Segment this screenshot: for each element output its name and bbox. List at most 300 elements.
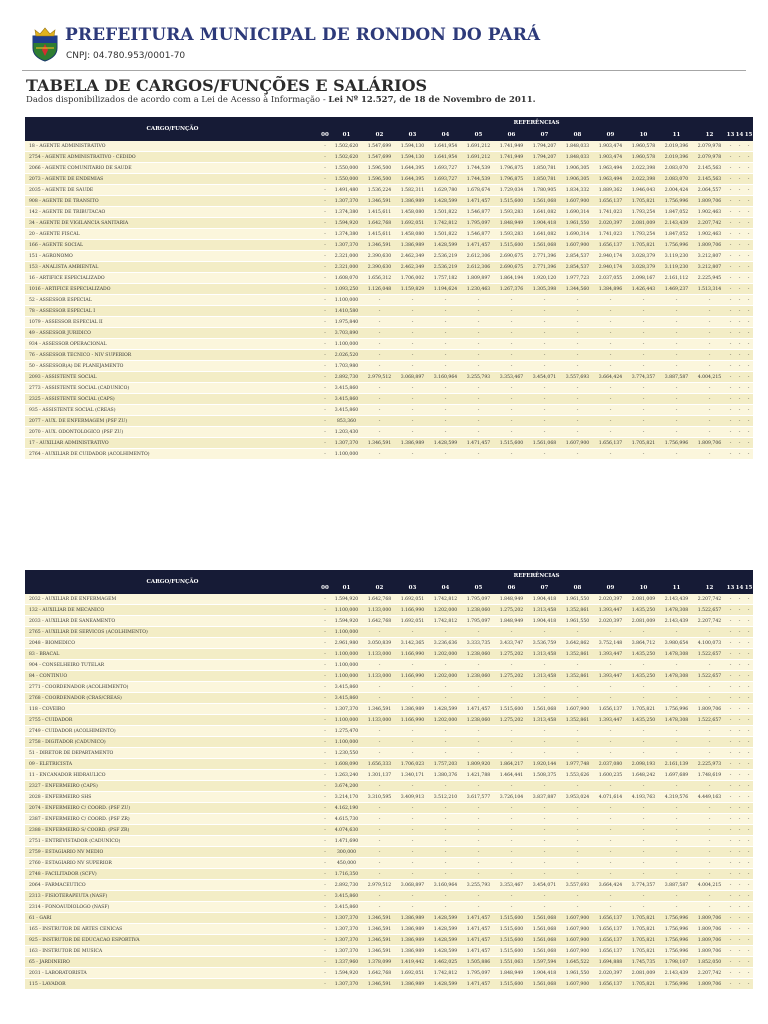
salary-cell: 1.352,861	[561, 715, 594, 726]
salary-cell: -	[495, 361, 528, 372]
table-row	[25, 240, 753, 251]
salary-cell: 1.478,308	[660, 715, 693, 726]
salary-cell: 1.522,657	[693, 649, 726, 660]
salary-cell: 1.607,900	[561, 196, 594, 207]
salary-cell: 1.961,550	[561, 616, 594, 627]
page-subtitle	[26, 95, 536, 105]
salary-cell: -	[594, 825, 627, 836]
salary-cell: -	[726, 935, 735, 946]
salary-cell: 3.433,747	[495, 638, 528, 649]
salary-cell: -	[693, 693, 726, 704]
salary-cell: -	[320, 416, 330, 427]
salary-cell: -	[462, 361, 495, 372]
salary-cell: -	[735, 328, 744, 339]
salary-cell: 1.166,990	[396, 671, 429, 682]
salary-cell: 1.386,989	[396, 935, 429, 946]
salary-cell: 1.920,120	[528, 273, 561, 284]
salary-cell: -	[495, 306, 528, 317]
table-row	[25, 913, 753, 924]
salary-cell: 1.692,051	[396, 616, 429, 627]
salary-cell: 1.596,500	[363, 174, 396, 185]
salary-cell: 3.068,897	[396, 372, 429, 383]
salary-cell: -	[735, 715, 744, 726]
salary-cell: -	[627, 737, 660, 748]
salary-cell: -	[429, 693, 462, 704]
table-row	[25, 218, 753, 229]
table-row	[25, 163, 753, 174]
salary-cell: 1.608,090	[330, 759, 363, 770]
salary-cell: -	[462, 328, 495, 339]
salary-cell: 1.202,000	[429, 715, 462, 726]
salary-cell: -	[320, 891, 330, 902]
salary-cell: -	[363, 416, 396, 427]
salary-cell: 1.393,447	[594, 605, 627, 616]
salary-cell: -	[744, 759, 753, 770]
salary-cell: -	[735, 163, 744, 174]
salary-cell: -	[735, 880, 744, 891]
salary-cell: 1.693,727	[429, 163, 462, 174]
salary-cell: -	[726, 759, 735, 770]
cargo-name-cell: 2773 - ASSISTENTE SOCIAL (CADUNICO)	[25, 383, 320, 394]
salary-cell: 3.415,860	[330, 405, 363, 416]
salary-cell: 2.143,439	[660, 616, 693, 627]
salary-cell: 2.037,055	[594, 273, 627, 284]
salary-cell: -	[363, 682, 396, 693]
table-row	[25, 979, 753, 990]
salary-cell: -	[594, 814, 627, 825]
salary-cell: 1.582,311	[396, 185, 429, 196]
salary-cell: -	[320, 284, 330, 295]
salary-cell: -	[363, 660, 396, 671]
salary-cell: -	[660, 427, 693, 438]
salary-cell: 1.305,398	[528, 284, 561, 295]
salary-cell: -	[627, 748, 660, 759]
salary-cell: 1.410,580	[330, 306, 363, 317]
salary-cell: 1.166,990	[396, 649, 429, 660]
salary-cell: -	[495, 416, 528, 427]
ref-col-header: 13	[726, 129, 735, 141]
salary-cell: 1.705,821	[627, 924, 660, 935]
salary-cell: 2.020,397	[594, 594, 627, 605]
salary-cell: 1.848,033	[561, 152, 594, 163]
salary-cell: -	[726, 339, 735, 350]
cargo-name-cell: 2755 - CUIDADOR	[25, 715, 320, 726]
salary-cell: -	[594, 394, 627, 405]
salary-cell: 1.202,000	[429, 671, 462, 682]
salary-cell: -	[528, 847, 561, 858]
salary-cell: -	[735, 759, 744, 770]
salary-cell: 1.809,706	[693, 196, 726, 207]
salary-cell: -	[693, 726, 726, 737]
salary-cell: 1.757,203	[429, 759, 462, 770]
ref-col-header: 04	[429, 582, 462, 594]
salary-cell: -	[462, 737, 495, 748]
table-row	[25, 946, 753, 957]
salary-cell: 1.471,457	[462, 913, 495, 924]
cargo-name-cell: 2388 - ENFERMEIRO S/ COORD. (PSF ZR)	[25, 825, 320, 836]
salary-cell: -	[495, 328, 528, 339]
salary-cell: 1.166,990	[396, 715, 429, 726]
salary-cell: -	[495, 891, 528, 902]
salary-cell: -	[462, 781, 495, 792]
salary-cell: 1.230,463	[462, 284, 495, 295]
salary-cell: -	[561, 350, 594, 361]
salary-cell: -	[726, 328, 735, 339]
salary-cell: 1.809,897	[462, 273, 495, 284]
salary-cell: -	[320, 218, 330, 229]
salary-cell: 1.202,000	[429, 605, 462, 616]
salary-cell: -	[735, 449, 744, 460]
salary-cell: -	[320, 979, 330, 990]
salary-cell: -	[429, 902, 462, 913]
salary-cell: -	[594, 328, 627, 339]
ref-col-header: 02	[363, 582, 396, 594]
salary-cell: -	[744, 726, 753, 737]
salary-cell: -	[396, 847, 429, 858]
salary-cell: -	[429, 317, 462, 328]
salary-cell: 1.275,202	[495, 605, 528, 616]
salary-cell: -	[495, 902, 528, 913]
salary-cell: 2.161,112	[660, 273, 693, 284]
salary-cell: -	[744, 902, 753, 913]
salary-cell: -	[627, 350, 660, 361]
salary-cell: -	[320, 759, 330, 770]
salary-cell: -	[726, 394, 735, 405]
col-cargo-header: CARGO/FUNÇÃO	[25, 117, 320, 141]
salary-cell: -	[744, 317, 753, 328]
salary-cell: 1.809,706	[693, 240, 726, 251]
table-row	[25, 229, 753, 240]
salary-cell: -	[462, 383, 495, 394]
salary-cell: -	[594, 803, 627, 814]
salary-cell: -	[495, 847, 528, 858]
salary-cell: 2.161,139	[660, 759, 693, 770]
salary-cell: 1.352,861	[561, 649, 594, 660]
salary-cell: -	[561, 891, 594, 902]
table-row	[25, 660, 753, 671]
salary-cell: -	[735, 924, 744, 935]
salary-cell: -	[320, 449, 330, 460]
salary-cell: 2.979,512	[363, 372, 396, 383]
salary-cell: 2.690,675	[495, 262, 528, 273]
salary-cell: -	[735, 427, 744, 438]
salary-cell: 1.126,048	[363, 284, 396, 295]
salary-cell: -	[429, 748, 462, 759]
salary-cell: -	[735, 847, 744, 858]
salary-cell: -	[744, 627, 753, 638]
salary-cell: -	[561, 814, 594, 825]
salary-cell: -	[320, 880, 330, 891]
salary-cell: -	[627, 781, 660, 792]
table-row	[25, 792, 753, 803]
salary-cell: 2.019,396	[660, 141, 693, 152]
salary-cell: 1.346,591	[363, 913, 396, 924]
salary-cell: -	[744, 836, 753, 847]
salary-cell: -	[320, 847, 330, 858]
salary-cell: -	[735, 836, 744, 847]
salary-cell: 1.561,068	[528, 924, 561, 935]
salary-cell: 1.435,250	[627, 671, 660, 682]
salary-cell: -	[735, 682, 744, 693]
salary-cell: 4.071,614	[594, 792, 627, 803]
salary-cell: -	[429, 825, 462, 836]
salary-cell: 1.346,591	[363, 935, 396, 946]
salary-cell: -	[561, 726, 594, 737]
salary-cell: -	[320, 427, 330, 438]
salary-cell: -	[561, 295, 594, 306]
salary-cell: 2.081,009	[627, 968, 660, 979]
salary-cell: 1.428,599	[429, 240, 462, 251]
salary-cell: -	[363, 339, 396, 350]
ref-col-header: 06	[495, 582, 528, 594]
salary-cell: -	[735, 174, 744, 185]
salary-cell: -	[726, 185, 735, 196]
salary-cell: 1.903,474	[594, 152, 627, 163]
salary-cell: -	[735, 660, 744, 671]
salary-cell: 3.774,357	[627, 880, 660, 891]
table-row	[25, 770, 753, 781]
salary-cell: 1.794,207	[528, 152, 561, 163]
salary-cell: 1.656,333	[363, 759, 396, 770]
salary-cell: -	[320, 174, 330, 185]
salary-cell: -	[660, 847, 693, 858]
salary-cell: 1.378,099	[363, 957, 396, 968]
salary-cell: -	[462, 306, 495, 317]
salary-cell: -	[627, 858, 660, 869]
salary-cell: 1.458,080	[396, 229, 429, 240]
cargo-name-cell: 2764 - AUXILIAR DE CUIDADOR (ACOLHIMENTO)	[25, 449, 320, 460]
salary-cell: 3.726,104	[495, 792, 528, 803]
ref-col-header: 03	[396, 129, 429, 141]
salary-cell: -	[594, 693, 627, 704]
salary-cell: 1.906,305	[561, 163, 594, 174]
salary-cell: 1.428,599	[429, 438, 462, 449]
salary-cell: -	[396, 449, 429, 460]
salary-cell: 2.022,398	[627, 174, 660, 185]
table-row	[25, 605, 753, 616]
salary-cell: -	[627, 836, 660, 847]
salary-cell: -	[363, 748, 396, 759]
salary-cell: -	[726, 273, 735, 284]
salary-cell: -	[744, 693, 753, 704]
salary-cell: 1.100,000	[330, 627, 363, 638]
salary-cell: -	[528, 427, 561, 438]
salary-cell: 1.848,949	[495, 616, 528, 627]
salary-cell: -	[726, 869, 735, 880]
salary-cell: -	[735, 891, 744, 902]
salary-cell: 1.238,060	[462, 649, 495, 660]
salary-cell: 1.307,370	[330, 704, 363, 715]
salary-cell: 1.756,996	[660, 913, 693, 924]
salary-cell: -	[744, 328, 753, 339]
salary-cell: 2.026,520	[330, 350, 363, 361]
prefeitura-name: PREFEITURA MUNICIPAL DE RONDON DO PARÁ	[65, 25, 541, 45]
salary-cell: -	[396, 726, 429, 737]
salary-cell: -	[429, 660, 462, 671]
salary-cell: 2.940,174	[594, 251, 627, 262]
table-row	[25, 935, 753, 946]
salary-cell: -	[396, 350, 429, 361]
salary-cell: 3.557,693	[561, 372, 594, 383]
salary-cell: 1.515,600	[495, 196, 528, 207]
salary-cell: 1.706,002	[396, 273, 429, 284]
salary-cell: -	[660, 737, 693, 748]
salary-cell: -	[726, 858, 735, 869]
salary-cell: -	[735, 671, 744, 682]
table-row	[25, 262, 753, 273]
salary-cell: -	[594, 383, 627, 394]
cargo-name-cell: 2754 - AGENTE ADMINISTRATIVO - CEDIDO	[25, 152, 320, 163]
salary-cell: -	[735, 726, 744, 737]
salary-cell: 450,000	[330, 858, 363, 869]
salary-cell: -	[320, 372, 330, 383]
cargo-name-cell: 84 - CONTINUO	[25, 671, 320, 682]
salary-cell: -	[363, 627, 396, 638]
salary-cell: -	[561, 693, 594, 704]
table-row	[25, 858, 753, 869]
salary-cell: -	[429, 328, 462, 339]
salary-cell: 3.415,860	[330, 693, 363, 704]
salary-cell: -	[495, 737, 528, 748]
salary-cell: -	[396, 394, 429, 405]
salary-cell: 1.756,996	[660, 924, 693, 935]
salary-cell: 1.904,418	[528, 616, 561, 627]
salary-cell: 1.756,996	[660, 946, 693, 957]
salary-cell: 2.037,080	[594, 759, 627, 770]
salary-cell: 1.133,000	[363, 671, 396, 682]
salary-cell: -	[462, 660, 495, 671]
salary-cell: -	[726, 229, 735, 240]
salary-cell: 1.561,068	[528, 935, 561, 946]
salary-cell: 1.267,376	[495, 284, 528, 295]
salary-cell: 1.419,442	[396, 957, 429, 968]
salary-cell: -	[363, 449, 396, 460]
salary-cell: 3.160,964	[429, 372, 462, 383]
salary-cell: 1.471,457	[462, 438, 495, 449]
salary-cell: -	[462, 295, 495, 306]
salary-cell: 1.593,283	[495, 229, 528, 240]
salary-cell: 2.225,973	[693, 759, 726, 770]
salary-cell: -	[693, 394, 726, 405]
salary-cell: 2.771,396	[528, 251, 561, 262]
salary-cell: -	[320, 383, 330, 394]
salary-cell: -	[363, 803, 396, 814]
salary-cell: 2.207,742	[693, 968, 726, 979]
salary-cell: 3.212,807	[693, 251, 726, 262]
table-row	[25, 394, 753, 405]
salary-cell: -	[627, 660, 660, 671]
salary-cell: -	[320, 682, 330, 693]
salary-cell: 1.553,626	[561, 770, 594, 781]
salary-cell: 1.691,212	[462, 152, 495, 163]
salary-cell: -	[693, 361, 726, 372]
salary-cell: 3.236,636	[429, 638, 462, 649]
salary-cell: -	[744, 218, 753, 229]
salary-cell: -	[528, 781, 561, 792]
salary-cell: 3.214,170	[330, 792, 363, 803]
salary-cell: 1.705,821	[627, 946, 660, 957]
salary-cell: -	[429, 405, 462, 416]
salary-cell: -	[528, 726, 561, 737]
salary-cell: -	[594, 836, 627, 847]
salary-cell: 1.648,242	[627, 770, 660, 781]
salary-cell: -	[320, 229, 330, 240]
salary-cell: 1.960,578	[627, 141, 660, 152]
salary-cell: -	[429, 394, 462, 405]
table-row	[25, 328, 753, 339]
salary-cell: 1.793,254	[627, 229, 660, 240]
salary-cell: 1.380,376	[429, 770, 462, 781]
salary-cell: 1.794,207	[528, 141, 561, 152]
salary-cell: -	[744, 748, 753, 759]
table-row	[25, 317, 753, 328]
salary-cell: -	[528, 902, 561, 913]
salary-cell: 1.100,000	[330, 649, 363, 660]
salary-cell: 1.346,591	[363, 196, 396, 207]
salary-cell: 1.593,283	[495, 207, 528, 218]
salary-cell: -	[396, 361, 429, 372]
salary-cell: 1.691,212	[462, 141, 495, 152]
salary-cell: -	[735, 317, 744, 328]
table-row	[25, 759, 753, 770]
salary-cell: -	[726, 671, 735, 682]
salary-cell: -	[693, 902, 726, 913]
salary-cell: -	[320, 946, 330, 957]
salary-cell: -	[320, 792, 330, 803]
salary-cell: -	[660, 361, 693, 372]
table-row	[25, 704, 753, 715]
cargo-name-cell: 2028 - ENFERMEIRO SHS	[25, 792, 320, 803]
salary-cell: 1.703,980	[330, 361, 363, 372]
cargo-name-cell: 1079 - ASSESSOR ESPECIAL II	[25, 317, 320, 328]
salary-cell: 1.744,539	[462, 174, 495, 185]
salary-table	[25, 570, 753, 990]
salary-cell: -	[363, 869, 396, 880]
salary-cell: -	[561, 858, 594, 869]
salary-cell: -	[693, 847, 726, 858]
salary-cell: -	[744, 781, 753, 792]
salary-cell: 1.656,137	[594, 438, 627, 449]
salary-cell: 2.022,398	[627, 163, 660, 174]
salary-cell: -	[363, 858, 396, 869]
salary-cell: -	[744, 924, 753, 935]
salary-cell: -	[561, 869, 594, 880]
salary-cell: 1.809,706	[693, 704, 726, 715]
cargo-name-cell: 2771 - COORDENADOR (ACOLHIMENTO)	[25, 682, 320, 693]
salary-table-2	[25, 570, 753, 990]
salary-cell: 1.561,068	[528, 913, 561, 924]
salary-cell: 1.393,447	[594, 649, 627, 660]
cargo-name-cell: 20 - AGENTE FISCAL	[25, 229, 320, 240]
salary-cell: -	[462, 814, 495, 825]
salary-cell: -	[744, 737, 753, 748]
salary-cell: 3.415,860	[330, 891, 363, 902]
salary-cell: -	[735, 394, 744, 405]
table-row	[25, 594, 753, 605]
ref-col-header: 14	[735, 129, 744, 141]
salary-cell: -	[363, 350, 396, 361]
salary-cell: 1.159,829	[396, 284, 429, 295]
salary-cell: 1.756,996	[660, 704, 693, 715]
table-row	[25, 284, 753, 295]
salary-cell: 1.946,043	[627, 185, 660, 196]
table-row	[25, 924, 753, 935]
salary-cell: -	[320, 968, 330, 979]
salary-cell: 3.557,693	[561, 880, 594, 891]
salary-cell: -	[735, 858, 744, 869]
salary-cell: -	[726, 660, 735, 671]
salary-cell: -	[744, 649, 753, 660]
